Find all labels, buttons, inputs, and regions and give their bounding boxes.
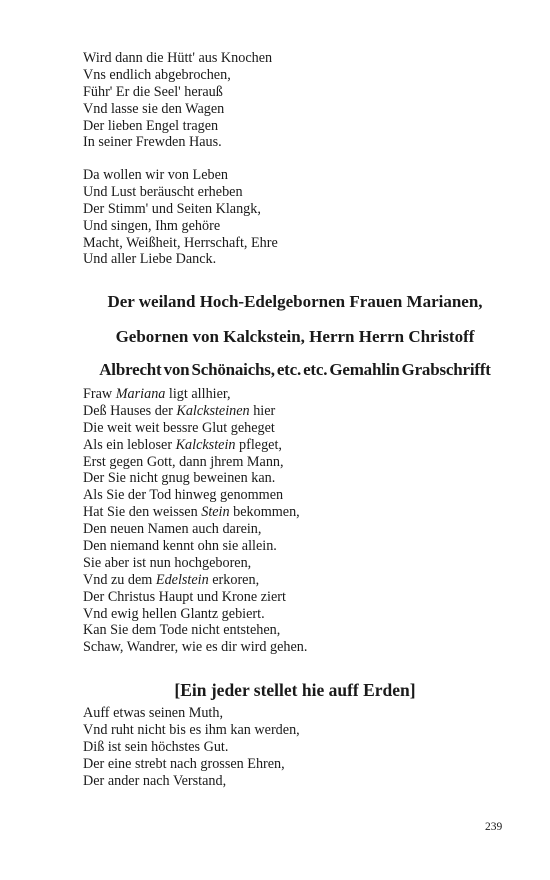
- verse-line: Kan Sie dem Tode nicht entstehen,: [83, 622, 281, 639]
- verse-line: Der lieben Engel tragen: [83, 117, 219, 134]
- verse-text: pfleget,: [235, 436, 282, 453]
- verse-line: Der Sie nicht gnug beweinen kan.: [83, 470, 276, 487]
- verse-line: Der ander nach Verstand,: [83, 772, 227, 789]
- stanza-1: [83, 50, 272, 151]
- verse-line: Führ' Er die Seel' herauß: [83, 83, 223, 100]
- poem-title: [Ein jeder stellet hie auff Erden]: [174, 680, 416, 700]
- verse-italic-name: Edelstein: [155, 571, 209, 588]
- verse-line: Als Sie der Tod hinweg genommen: [83, 487, 284, 504]
- stanza-3: [83, 386, 307, 656]
- verse-line: Und singen, Ihm gehöre: [83, 217, 221, 234]
- verse-text: Als ein lebloser: [83, 436, 176, 453]
- verse-line: Den niemand kennt ohn sie allein.: [83, 538, 277, 555]
- section-heading-line-2: Gebornen von Kalckstein, Herrn Herrn Christoff: [115, 327, 475, 346]
- verse-line: Der eine strebt nach grossen Ehren,: [83, 755, 285, 772]
- verse-line: [83, 386, 307, 403]
- verse-line: Die weit weit bessre Glut geheget: [83, 419, 275, 436]
- verse-line: Vnd ruht nicht bis es ihm kan werden,: [83, 721, 300, 738]
- stanza-4: [83, 705, 300, 789]
- verse-line: Vnd ewig hellen Glantz gebiert.: [83, 605, 265, 622]
- verse-line: In seiner Frewden Haus.: [83, 134, 222, 151]
- verse-line: Und aller Liebe Danck.: [83, 251, 217, 268]
- verse-italic-name: Mariana: [115, 386, 166, 402]
- verse-text: ligt allhier,: [165, 386, 231, 402]
- verse-text: erkoren,: [208, 571, 260, 588]
- verse-italic-name: Kalcksteinen: [176, 402, 250, 419]
- section-heading-line-3-text: Albrecht von Schönaichs, etc. etc. Gemahlin Grabschrifft: [99, 360, 491, 379]
- verse-line: Auff etwas seinen Muth,: [83, 705, 224, 721]
- verse-line: Vnd lasse sie den Wagen: [83, 100, 225, 117]
- verse-text: Fraw: [83, 386, 116, 402]
- verse-line: Der Stimm' und Seiten Klangk,: [83, 200, 261, 217]
- verse-text: Hat Sie den weissen: [83, 504, 202, 521]
- verse-line: Vns endlich abgebrochen,: [83, 66, 231, 83]
- verse-line: Und Lust beräuscht erheben: [83, 183, 243, 200]
- verse-line: Wird dann die Hütt' aus Knochen: [83, 50, 273, 66]
- verse-italic-name: Kalckstein: [175, 436, 236, 453]
- verse-line: [83, 504, 307, 521]
- verse-line: Den neuen Namen auch darein,: [83, 521, 262, 538]
- verse-line: Da wollen wir von Leben: [83, 167, 228, 183]
- verse-line: Macht, Weißheit, Herrschaft, Ehre: [83, 234, 278, 251]
- stanza-2: [83, 167, 278, 268]
- verse-line: Erst gegen Gott, dann jhrem Mann,: [83, 453, 284, 470]
- verse-text: Vnd zu dem: [83, 571, 156, 588]
- verse-line: Sie aber ist nun hochgeboren,: [83, 554, 252, 571]
- section-heading-line-1: Der weiland Hoch-Edelgebornen Frauen Marianen,: [107, 292, 483, 311]
- verse-line: [83, 437, 307, 454]
- verse-line: Diß ist sein höchstes Gut.: [83, 738, 229, 755]
- verse-line: [83, 572, 307, 589]
- verse-text: bekommen,: [229, 504, 300, 521]
- verse-line: [83, 403, 307, 420]
- section-heading-line-3: [0, 359, 550, 381]
- verse-text: Deß Hauses der: [83, 402, 177, 419]
- verse-text: hier: [249, 402, 276, 419]
- verse-italic-name: Stein: [201, 504, 230, 521]
- verse-line: Schaw, Wandrer, wie es dir wird gehen.: [83, 639, 308, 656]
- page-number: 239: [485, 821, 503, 833]
- verse-line: Der Christus Haupt und Krone ziert: [83, 588, 286, 605]
